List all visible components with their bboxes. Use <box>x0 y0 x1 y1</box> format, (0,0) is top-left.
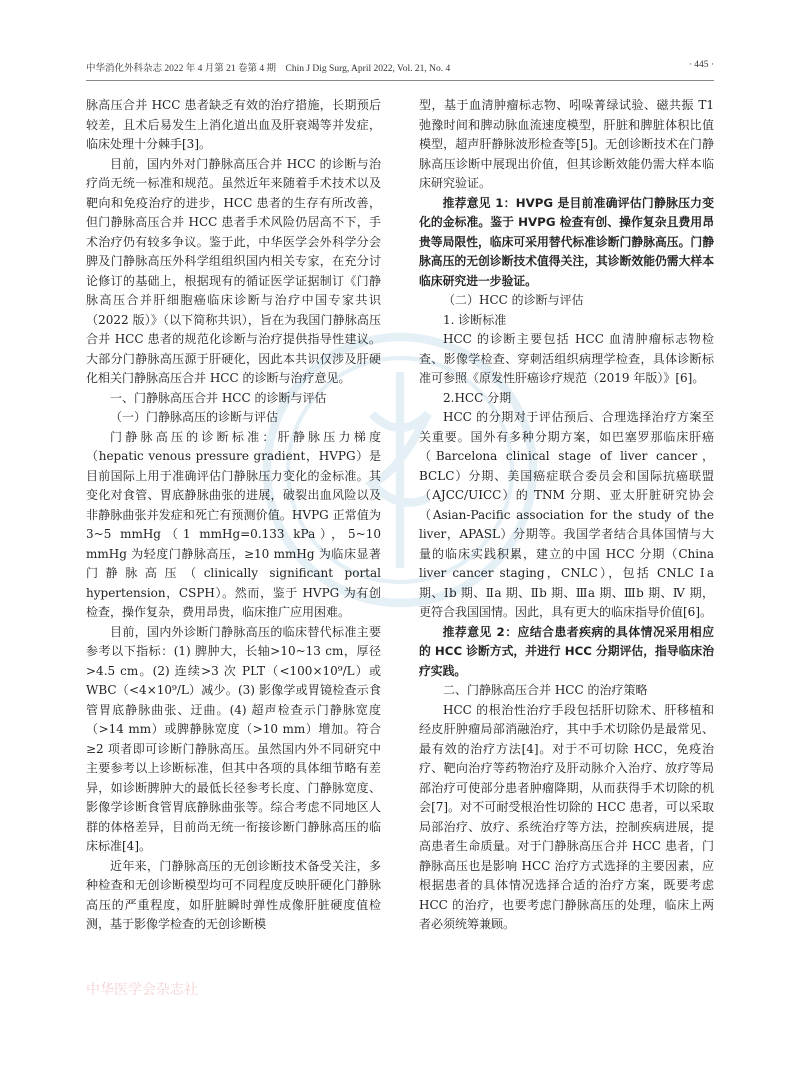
paragraph: （一）门静脉高压的诊断与评估 <box>110 410 279 424</box>
paragraph: （二）HCC 的诊断与评估 <box>443 293 584 307</box>
paragraph: 推荐意见 2：应结合患者疾病的具体情况采用相应的 HCC 诊断方式，并进行 HCC 分期评估，指导临床治疗实践。 <box>419 624 714 678</box>
paragraph: HCC 的诊断主要包括 HCC 血清肿瘤标志物检查、影像学检查、穿刺活组织病理学检查，具体诊断标准可参照《原发性肝癌诊疗规范（2019 年版）》[6]。 <box>419 332 714 385</box>
paragraph: 近年来，门静脉高压的无创诊断技术备受关注，多种检查和无创诊断模型均可不同程度反映肝硬化门静脉高压的严重程度，如肝脏瞬时弹性成像肝脏硬度值检测，基于影像学检查的无创诊断模 <box>86 858 381 931</box>
paragraph: 门静脉高压的诊断标准：肝静脉压力梯度（hepatic venous pressure gradient，HVPG）是目前国际上用于准确评估门静脉压力变化的金标准。其变化对食管、胃底静脉曲张的进展，破裂出血风险以及非静脉曲张并发症和死亡有预测价值。HVPG 正常值为 3~5 mmHg（1 mmHg=0.133 kPa），5~10 mmHg 为轻度门静脉高压，≥10 mmHg 为临床显著门静脉高压（clinically significant portal hypertension，CSPH）。然而，鉴于 HVPG 为有创检查，操作复杂，费用昂贵，临床推广应用困难。 <box>86 429 381 619</box>
paragraph: 推荐意见 1：HVPG 是目前准确评估门静脉压力变化的金标准。鉴于 HVPG 检查有创、操作复杂且费用昂贵等局限性，临床可采用替代标准诊断门静脉高压。门静脉高压的无创诊断技术值得关注，其诊断效能仍需大样本临床研究进一步验证。 <box>419 195 714 288</box>
running-header <box>86 60 714 81</box>
right-column <box>419 96 714 935</box>
journal-citation: 中华消化外科杂志 2022 年 4 月第 21 卷第 4 期 Chin J Dig Surg, April 2022, Vol. 21, No. 4 <box>86 64 451 74</box>
paragraph: 1. 诊断标准 <box>443 312 507 327</box>
paragraph: 目前，国内外诊断门静脉高压的临床替代标准主要参考以下指标：(1) 脾肿大，长轴>10~13 cm，厚径>4.5 cm。(2) 连续>3 次 PLT（<100×10⁹/L）或 WBC（<4×10⁹/L）减少。(3) 影像学或胃镜检查示食管胃底静脉曲张、迂曲。(4) 超声检查示门静脉宽度（>14 mm）或脾静脉宽度（>10 mm）增加。符合≥2 项者即可诊断门静脉高压。虽然国内外不同研究中主要参考以上诊断标准，但其中各项的具体细节略有差异，如诊断脾肿大的最低长径参考长度、门静脉宽度、影像学诊断食管胃底静脉曲张等。综合考虑不同地区人群的体格差异，目前尚无统一衔接诊断门静脉高压的临床标准[4]。 <box>86 624 381 853</box>
publisher-logo: 中华医学会杂志社 <box>86 982 198 998</box>
paragraph: 二、门静脉高压合并 HCC 的治疗策略 <box>443 683 648 697</box>
paragraph: 一、门静脉高压合并 HCC 的诊断与评估 <box>110 390 327 405</box>
page-number: · 445 · <box>688 60 714 70</box>
paragraph: 目前，国内外对门静脉高压合并 HCC 的诊断与治疗尚无统一标准和规范。虽然近年来随着手术技术以及靶向和免疫治疗的进步，HCC 患者的生存有所改善，但门静脉高压合并 HCC 患者手术风险仍居高不下，手术治疗仍有较多争议。鉴于此，中华医学会外科学分会脾及门静脉高压外科学组组织国内相关专家，在充分讨论修订的基础上，根据现有的循证医学证据制订《门静脉高压合并肝细胞癌临床诊断与治疗中国专家共识（2022 版）》（以下简称共识），旨在为我国门静脉高压合并 HCC 患者的规范化诊断与治疗提供指导性建议。大部分门静脉高压源于肝硬化，因此本共识仅涉及肝硬化相关门静脉高压合并 HCC 的诊断与治疗意见。 <box>86 156 381 385</box>
paragraph: HCC 的分期对于评估预后、合理选择治疗方案至关重要。国外有多种分期方案，如巴塞罗那临床肝癌（Barcelona clinical stage of liver cancer，BCLC）分期、美国癌症联合委员会和国际抗癌联盟（AJCC/UICC）的 TNM 分期、亚太肝脏研究协会（Asian-Pacific association for the study of the liver，APASL）分期等。我国学者结合具体国情与大量的临床实践积累，建立的中国 HCC 分期（China liver cancer staging，CNLC），包括 CNLC Ⅰa 期、Ⅰb 期、Ⅱa 期、Ⅱb 期、Ⅲa 期、Ⅲb 期、Ⅳ 期，更符合我国国情。因此，具有更大的临床指导价值[6]。 <box>419 410 714 619</box>
left-column <box>86 96 381 935</box>
paragraph: 脉高压合并 HCC 患者缺乏有效的治疗措施，长期预后较差，且术后易发生上消化道出血及肝衰竭等并发症，临床处理十分棘手[3]。 <box>86 98 381 151</box>
paragraph: 型，基于血清肿瘤标志物、吲哚菁绿试验、磁共振 T1 弛豫时间和脾动脉血流速度模型，肝脏和脾脏体积比值模型，超声肝静脉波形检查等[5]。无创诊断技术在门静脉高压诊断中展现出价值，但其诊断效能仍需大样本临床研究验证。 <box>419 98 714 190</box>
paragraph: HCC 的根治性治疗手段包括肝切除术、肝移植和经皮肝肿瘤局部消融治疗，其中手术切除仍是最常见、最有效的治疗方法[4]。对于不可切除 HCC，免疫治疗、靶向治疗等药物治疗及肝动脉介入治疗、放疗等局部治疗可使部分患者肿瘤降期，从而获得手术切除的机会[7]。对不可耐受根治性切除的 HCC 患者，可以采取局部治疗、放疗、系统治疗等方法，控制疾病进展，提高患者生命质量。对于门静脉高压合并 HCC 患者，门静脉高压也是影响 HCC 治疗方式选择的主要因素，应根据患者的具体情况选择合适的治疗方案，既要考虑 HCC 的治疗，也要考虑门静脉高压的处理，临床上两者必须统筹兼顾。 <box>419 702 714 931</box>
paragraph: 2.HCC 分期 <box>443 390 512 405</box>
